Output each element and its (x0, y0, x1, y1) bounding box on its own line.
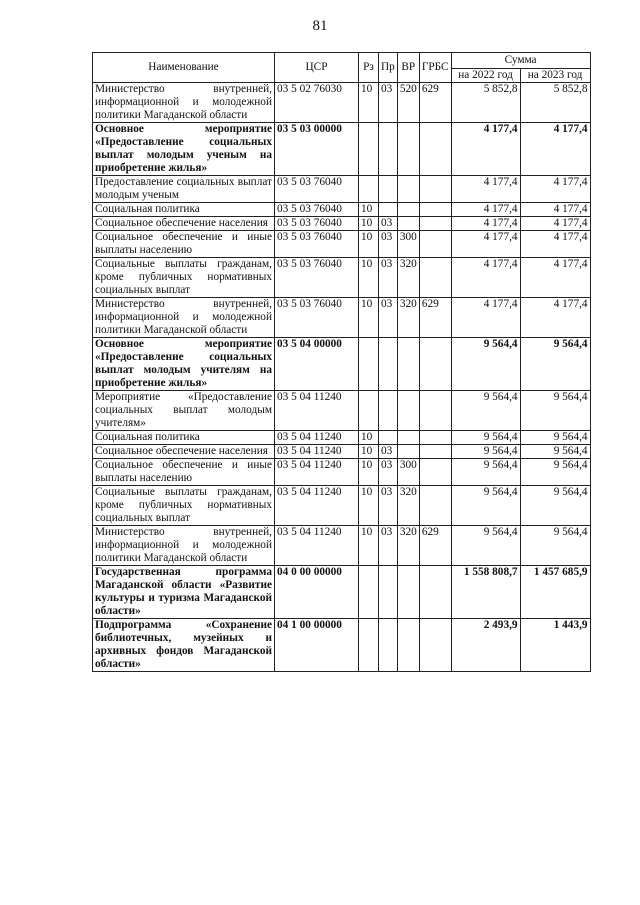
cell-s2023: 4 177,4 (520, 258, 590, 298)
cell-name: Социальное обеспечение и иные выплаты населению (93, 231, 275, 258)
cell-s2023: 4 177,4 (520, 123, 590, 176)
cell-vr: 320 (397, 298, 419, 338)
cell-grbs (419, 431, 451, 445)
header-sum: Сумма (451, 53, 590, 69)
cell-grbs (419, 217, 451, 231)
cell-rz: 10 (359, 526, 379, 566)
cell-code: 03 5 04 11240 (275, 445, 359, 459)
cell-name: Мероприятие «Предоставление социальных выплат молодым учителям» (93, 391, 275, 431)
header-rz: Рз (359, 53, 379, 83)
cell-s2023: 4 177,4 (520, 231, 590, 258)
cell-rz: 10 (359, 445, 379, 459)
cell-vr (397, 123, 419, 176)
table-row (93, 338, 591, 391)
cell-grbs: 629 (419, 83, 451, 123)
cell-vr (397, 619, 419, 672)
cell-grbs (419, 566, 451, 619)
cell-code: 03 5 04 00000 (275, 338, 359, 391)
cell-grbs (419, 176, 451, 203)
cell-pr (379, 391, 398, 431)
cell-name: Социальные выплаты гражданам, кроме публичных нормативных социальных выплат (93, 486, 275, 526)
header-csr: ЦСР (275, 53, 359, 83)
cell-pr: 03 (379, 231, 398, 258)
cell-s2023: 9 564,4 (520, 338, 590, 391)
cell-grbs (419, 338, 451, 391)
cell-s2023: 4 177,4 (520, 298, 590, 338)
cell-s2023: 4 177,4 (520, 176, 590, 203)
cell-s2023: 9 564,4 (520, 431, 590, 445)
cell-vr (397, 203, 419, 217)
table-row (93, 526, 591, 566)
header-pr: Пр (379, 53, 398, 83)
cell-s2022: 5 852,8 (451, 83, 520, 123)
cell-vr: 320 (397, 486, 419, 526)
cell-name: Министерство внутренней, информационной и молодежной политики Магаданской области (93, 526, 275, 566)
cell-s2023: 5 852,8 (520, 83, 590, 123)
cell-s2022: 4 177,4 (451, 123, 520, 176)
cell-code: 03 5 04 11240 (275, 431, 359, 445)
budget-table (92, 52, 591, 672)
cell-code: 03 5 03 76040 (275, 203, 359, 217)
cell-pr: 03 (379, 445, 398, 459)
header-name: Наименование (93, 53, 275, 83)
cell-code: 03 5 02 76030 (275, 83, 359, 123)
cell-rz (359, 619, 379, 672)
cell-code: 04 1 00 00000 (275, 619, 359, 672)
cell-rz: 10 (359, 258, 379, 298)
table-row (93, 619, 591, 672)
cell-rz (359, 338, 379, 391)
table-row (93, 459, 591, 486)
cell-name: Подпрограмма «Сохранение библиотечных, музейных и архивных фондов Магаданской области» (93, 619, 275, 672)
cell-s2023: 9 564,4 (520, 459, 590, 486)
cell-s2022: 9 564,4 (451, 526, 520, 566)
table-row (93, 298, 591, 338)
cell-s2023: 4 177,4 (520, 203, 590, 217)
cell-pr (379, 431, 398, 445)
cell-s2022: 4 177,4 (451, 203, 520, 217)
cell-name: Социальные выплаты гражданам, кроме публичных нормативных социальных выплат (93, 258, 275, 298)
cell-vr (397, 445, 419, 459)
table-body (93, 83, 591, 672)
cell-name: Основное мероприятие «Предоставление социальных выплат молодым ученым на приобретение жилья» (93, 123, 275, 176)
cell-pr: 03 (379, 258, 398, 298)
cell-s2023: 9 564,4 (520, 486, 590, 526)
cell-name: Социальная политика (93, 203, 275, 217)
header-vr: ВР (397, 53, 419, 83)
cell-pr: 03 (379, 298, 398, 338)
cell-vr (397, 217, 419, 231)
cell-code: 03 5 04 11240 (275, 526, 359, 566)
table-row (93, 217, 591, 231)
cell-code: 03 5 03 00000 (275, 123, 359, 176)
cell-code: 03 5 03 76040 (275, 176, 359, 203)
cell-pr: 03 (379, 486, 398, 526)
cell-pr: 03 (379, 83, 398, 123)
cell-code: 03 5 03 76040 (275, 217, 359, 231)
cell-vr (397, 176, 419, 203)
header-grbs: ГРБС (419, 53, 451, 83)
cell-grbs (419, 258, 451, 298)
table-row (93, 231, 591, 258)
cell-s2023: 9 564,4 (520, 526, 590, 566)
header-year-2022: на 2022 год (451, 69, 520, 83)
cell-pr (379, 619, 398, 672)
cell-rz: 10 (359, 83, 379, 123)
cell-grbs (419, 445, 451, 459)
cell-code: 03 5 03 76040 (275, 298, 359, 338)
cell-code: 03 5 04 11240 (275, 459, 359, 486)
cell-name: Социальное обеспечение населения (93, 217, 275, 231)
cell-rz: 10 (359, 486, 379, 526)
table-row (93, 486, 591, 526)
cell-s2023: 1 443,9 (520, 619, 590, 672)
cell-s2023: 9 564,4 (520, 445, 590, 459)
cell-vr: 300 (397, 231, 419, 258)
cell-rz: 10 (359, 217, 379, 231)
cell-pr (379, 176, 398, 203)
cell-rz: 10 (359, 231, 379, 258)
cell-s2022: 9 564,4 (451, 486, 520, 526)
cell-vr (397, 431, 419, 445)
table-row (93, 566, 591, 619)
cell-s2022: 9 564,4 (451, 445, 520, 459)
cell-s2022: 9 564,4 (451, 431, 520, 445)
cell-grbs (419, 231, 451, 258)
cell-name: Социальная политика (93, 431, 275, 445)
cell-code: 03 5 04 11240 (275, 486, 359, 526)
cell-vr (397, 338, 419, 391)
cell-grbs: 629 (419, 526, 451, 566)
cell-s2022: 4 177,4 (451, 231, 520, 258)
cell-vr: 320 (397, 258, 419, 298)
cell-rz: 10 (359, 459, 379, 486)
header-year-2023: на 2023 год (520, 69, 590, 83)
cell-vr: 320 (397, 526, 419, 566)
cell-grbs (419, 391, 451, 431)
cell-s2022: 4 177,4 (451, 217, 520, 231)
cell-name: Предоставление социальных выплат молодым ученым (93, 176, 275, 203)
cell-vr: 300 (397, 459, 419, 486)
cell-pr: 03 (379, 217, 398, 231)
cell-code: 03 5 03 76040 (275, 231, 359, 258)
cell-s2023: 1 457 685,9 (520, 566, 590, 619)
cell-s2023: 9 564,4 (520, 391, 590, 431)
table-row (93, 445, 591, 459)
cell-vr (397, 391, 419, 431)
cell-grbs (419, 619, 451, 672)
cell-s2022: 1 558 808,7 (451, 566, 520, 619)
cell-grbs (419, 486, 451, 526)
cell-s2022: 9 564,4 (451, 459, 520, 486)
table-row (93, 83, 591, 123)
cell-name: Министерство внутренней, информационной и молодежной политики Магаданской области (93, 83, 275, 123)
cell-grbs (419, 123, 451, 176)
cell-s2022: 4 177,4 (451, 176, 520, 203)
cell-pr: 03 (379, 526, 398, 566)
cell-vr: 520 (397, 83, 419, 123)
cell-rz: 10 (359, 203, 379, 217)
cell-code: 03 5 04 11240 (275, 391, 359, 431)
cell-name: Государственная программа Магаданской области «Развитие культуры и туризма Магаданской области» (93, 566, 275, 619)
cell-name: Социальное обеспечение населения (93, 445, 275, 459)
table-row (93, 258, 591, 298)
cell-s2022: 9 564,4 (451, 391, 520, 431)
cell-rz: 10 (359, 431, 379, 445)
cell-name: Основное мероприятие «Предоставление социальных выплат молодым учителям на приобретение жилья» (93, 338, 275, 391)
table-row (93, 391, 591, 431)
cell-s2023: 4 177,4 (520, 217, 590, 231)
cell-pr (379, 203, 398, 217)
cell-code: 03 5 03 76040 (275, 258, 359, 298)
cell-s2022: 4 177,4 (451, 298, 520, 338)
cell-name: Министерство внутренней, информационной и молодежной политики Магаданской области (93, 298, 275, 338)
cell-rz (359, 123, 379, 176)
cell-rz (359, 176, 379, 203)
cell-pr (379, 338, 398, 391)
cell-rz: 10 (359, 298, 379, 338)
cell-grbs: 629 (419, 298, 451, 338)
cell-pr (379, 123, 398, 176)
cell-vr (397, 566, 419, 619)
cell-s2022: 2 493,9 (451, 619, 520, 672)
cell-s2022: 9 564,4 (451, 338, 520, 391)
table-row (93, 123, 591, 176)
cell-rz (359, 566, 379, 619)
table-row (93, 431, 591, 445)
table-row (93, 203, 591, 217)
page-number: 81 (312, 18, 328, 34)
cell-code: 04 0 00 00000 (275, 566, 359, 619)
table-row (93, 176, 591, 203)
cell-grbs (419, 459, 451, 486)
cell-name: Социальное обеспечение и иные выплаты населению (93, 459, 275, 486)
cell-rz (359, 391, 379, 431)
cell-s2022: 4 177,4 (451, 258, 520, 298)
cell-pr: 03 (379, 459, 398, 486)
cell-pr (379, 566, 398, 619)
cell-grbs (419, 203, 451, 217)
